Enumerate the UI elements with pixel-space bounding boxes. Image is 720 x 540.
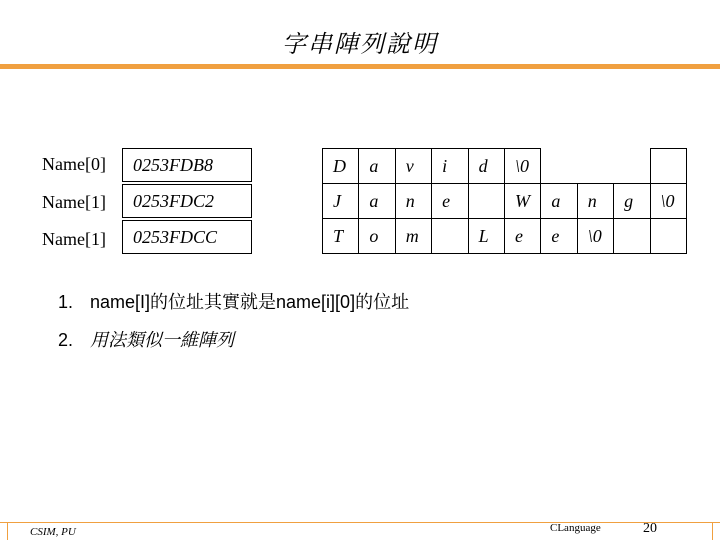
bullet-text: name[I]的位址其實就是name[i][0]的位址 (90, 292, 410, 312)
array-cell: m (395, 219, 431, 254)
bullet-list (58, 288, 409, 364)
bullet-item (58, 288, 409, 326)
array-cell: \0 (650, 184, 686, 219)
array-cell (468, 184, 504, 219)
array-cell (650, 149, 686, 184)
footer-course-text: CLanguage (550, 522, 601, 534)
address-box-1: 0253FDC2 (122, 184, 252, 218)
array-row-2 (323, 219, 687, 254)
footer-left-text: CSIM, PU (30, 526, 76, 538)
array-cell: J (323, 184, 359, 219)
array-cell (650, 219, 686, 254)
array-cell (577, 149, 613, 184)
footer-left-mark (7, 522, 8, 540)
bullet-number: 2. (58, 330, 74, 350)
array-row-1 (323, 184, 687, 219)
slide-title: 字串陣列說明 (282, 30, 438, 58)
array-cell: n (395, 184, 431, 219)
array-cell (614, 219, 650, 254)
array-cell: a (541, 184, 577, 219)
array-cell: W (504, 184, 540, 219)
array-cell (432, 219, 468, 254)
array-cell: e (541, 219, 577, 254)
row-label-1: Name[1] (42, 192, 106, 212)
array-cell: \0 (577, 219, 613, 254)
array-cell: a (359, 184, 395, 219)
array-cell: T (323, 219, 359, 254)
bullet-number: 1. (58, 292, 74, 312)
array-cell: i (432, 149, 468, 184)
array-cell: d (468, 149, 504, 184)
row-label-2: Name[1] (42, 229, 106, 249)
array-cell: \0 (504, 149, 540, 184)
bullet-text: 用法類似一維陣列 (90, 330, 234, 350)
footer-divider (0, 522, 720, 523)
row-label-0: Name[0] (42, 154, 106, 174)
array-cell: g (614, 184, 650, 219)
char-array-grid (322, 148, 687, 254)
array-cell (541, 149, 577, 184)
title-divider (0, 64, 720, 69)
array-cell: L (468, 219, 504, 254)
array-cell (614, 149, 650, 184)
array-cell: a (359, 149, 395, 184)
bullet-item (58, 326, 409, 364)
array-cell: n (577, 184, 613, 219)
array-row-0 (323, 149, 687, 184)
array-cell: v (395, 149, 431, 184)
array-cell: o (359, 219, 395, 254)
footer-right-mark (712, 522, 713, 540)
page-number: 20 (643, 521, 657, 536)
array-cell: e (432, 184, 468, 219)
array-cell: e (504, 219, 540, 254)
address-box-0: 0253FDB8 (122, 148, 252, 182)
address-box-2: 0253FDCC (122, 220, 252, 254)
array-cell: D (323, 149, 359, 184)
